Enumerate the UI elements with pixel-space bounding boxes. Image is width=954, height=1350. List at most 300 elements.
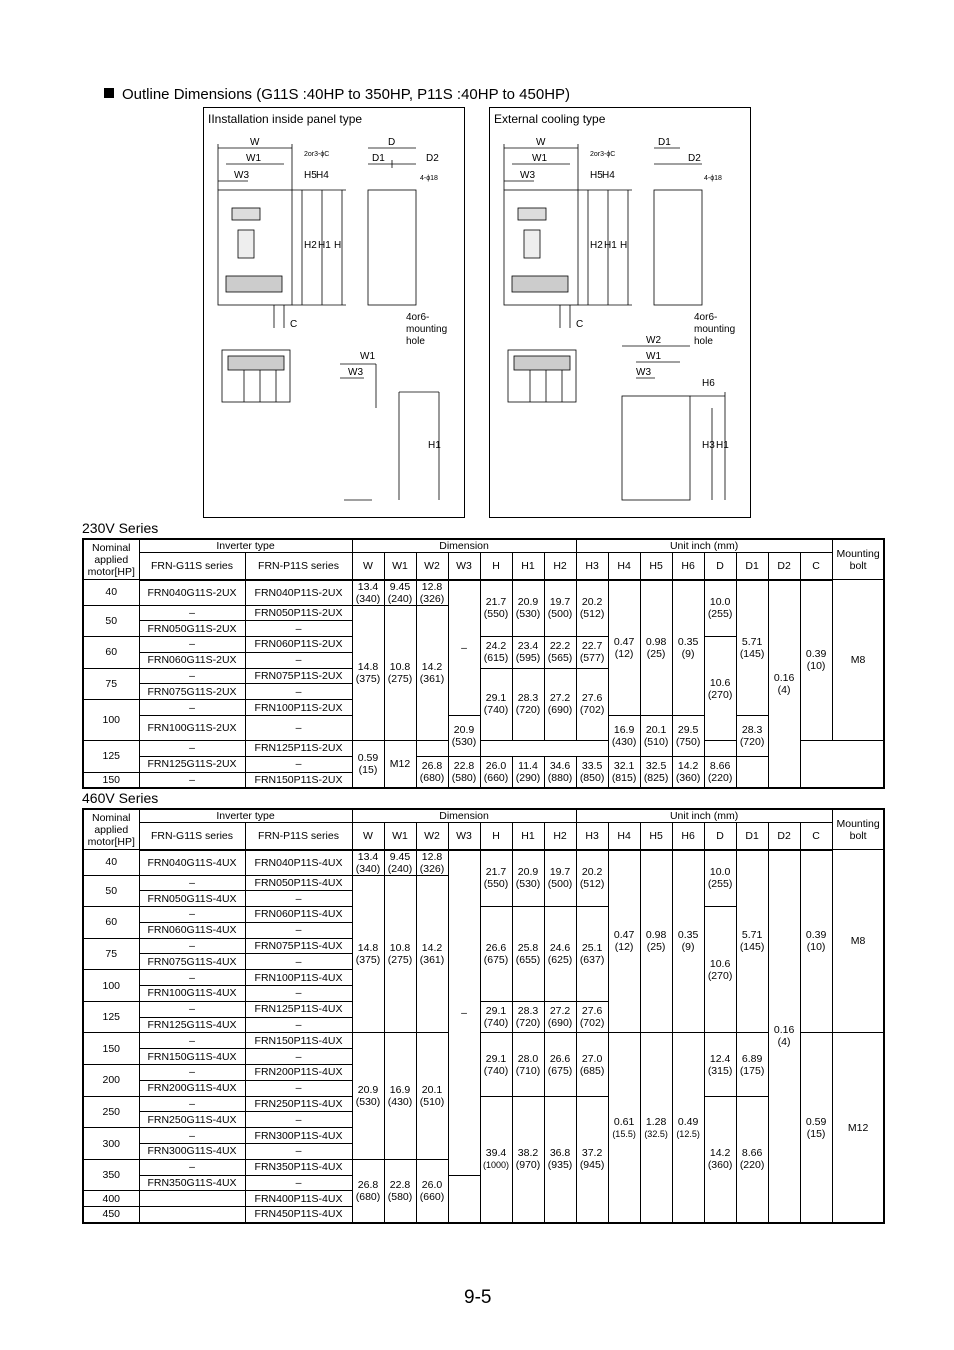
cell-line: 0.47 [613,635,635,648]
dim-cell-bolt: M12 [384,741,416,788]
dim-w1: W1 [532,153,547,164]
cell-line: (15) [806,1127,826,1140]
dim-cell-h3 [576,668,608,740]
dim-cell-h [480,850,512,907]
cell-line: (595) [515,652,541,665]
cell-line: (326) [419,862,445,875]
cell-line: (500) [547,608,573,621]
cell-line: (580) [451,771,477,784]
col-header-w1: W1 [384,823,416,850]
dimension-header: Dimension [352,539,576,553]
cell-line: 20.9 [517,866,539,879]
hp-cell: 400 [83,1191,139,1207]
cell-line: (145) [739,941,765,954]
dim-cell-w1 [384,1033,416,1159]
mounting-bolt-header [832,539,884,580]
cell-line: 24.6 [549,941,571,954]
dim-cell-w2 [480,756,512,788]
dim-h1: H1 [604,240,617,251]
cell-line: (510) [419,1096,445,1109]
g11s-model-cell: FRN060G11S-2UX [139,652,245,668]
col-header-w: W [352,823,384,850]
hp-cell: 125 [83,1001,139,1033]
cell-line: 27.6 [581,692,603,705]
p11s-model-cell: FRN040P11S-4UX [245,850,352,876]
cell-line: (290) [515,771,541,784]
cell-line: 0.16 [773,671,795,684]
cell-line: 39.4 [485,1147,507,1160]
cell-line: (430) [611,735,637,748]
dim-cell-w3: – [448,580,480,716]
p11s-model-cell: – [245,922,352,938]
p11s-model-cell: FRN100P11S-2UX [245,700,352,716]
g11s-model-cell: – [139,1096,245,1112]
cell-line: (580) [387,1190,413,1203]
g11s-model-cell: FRN050G11S-4UX [139,891,245,907]
cell-line: 19.7 [549,866,571,879]
cell-line: 20.2 [581,596,603,609]
dim-cell-d [704,1096,736,1222]
cell-line: 26.0 [485,759,507,772]
mounting-bolt-header [832,809,884,850]
section-title-text: Outline Dimensions (G11S :40HP to 350HP, P11S :40HP to 450HP) [122,86,571,103]
dim-cell-d [704,850,736,907]
dim-h4: H4 [316,170,329,181]
p11s-model-cell: – [245,954,352,970]
dim-cell-h3 [576,1096,608,1222]
cell-line: (32.5) [644,1128,668,1139]
col-header-w: W [352,553,384,580]
dim-cell-d [704,637,736,741]
dim-h1: H1 [318,240,331,251]
g11s-model-cell: FRN100G11S-2UX [139,716,245,741]
dim-cell-bolt: M12 [832,1033,884,1223]
cell-line: (675) [547,1064,573,1077]
cell-line: (637) [579,953,605,966]
cell-line: (12.5) [676,1128,700,1139]
cell-line: 36.8 [549,1147,571,1160]
dim-cell-w1 [384,850,416,876]
hp-cell: 40 [83,580,139,606]
mount-label-3: hole [406,336,425,347]
col-header-h5: H5 [640,553,672,580]
hp-cell: 75 [83,668,139,700]
dim-w3-cut: W3 [636,367,651,378]
p11s-model-cell: – [245,716,352,741]
cell-line: (500) [547,878,573,891]
dim-cell-w [448,716,480,757]
g11s-model-cell: FRN125G11S-2UX [139,756,245,772]
dim-cell-d1 [736,1033,768,1096]
dim-cell-w3: – [448,850,480,1176]
cell-line: 21.7 [485,596,507,609]
side-view-outline [654,190,702,305]
cell-line: 14.2 [677,759,699,772]
dim-w: W [250,137,260,148]
cell-line: (240) [387,862,413,875]
cell-line: bolt [849,559,867,572]
dim-d1: D1 [658,137,671,148]
installation-diagram-panel [203,107,465,518]
dim-cell-h [480,668,512,740]
cell-line: (270) [707,969,733,982]
hole-18-label: 4-ϕ18 [704,175,722,182]
cell-line: (740) [483,704,509,717]
dim-cell-h1 [512,637,544,669]
dim-cell-h [480,907,512,1002]
series-230-label: 230V Series [82,520,159,536]
col-header-d2: D2 [768,823,800,850]
dim-h5: H5 [304,170,317,181]
cell-line: (530) [355,1096,381,1109]
cell-line: (15.5) [612,1128,636,1139]
dim-d2: D2 [426,153,439,164]
inverter-type-header: Inverter type [139,539,352,553]
nominal-header [83,539,139,580]
cell-line: 14.8 [357,941,379,954]
g11s-model-cell: – [139,1128,245,1144]
cell-line: (175) [739,1064,765,1077]
hp-cell: 150 [83,772,139,788]
p11s-model-cell: FRN400P11S-4UX [245,1191,352,1207]
display [238,230,254,258]
cell-line: (255) [707,878,733,891]
p11s-model-cell: FRN350P11S-4UX [245,1159,352,1175]
cell-line: 1.28 [645,1115,667,1128]
dim-cell-h2 [544,580,576,637]
cell-line: (660) [419,1190,445,1203]
cell-line: (10) [806,660,826,673]
cell-line: 33.5 [581,759,603,772]
col-header-h1: H1 [512,553,544,580]
cell-line: 12.4 [709,1052,731,1065]
dim-cell-w2 [416,850,448,876]
cell-line: (935) [547,1159,573,1172]
dim-cell-h3 [576,637,608,669]
cell-line: (680) [419,771,445,784]
cell-line: 22.8 [453,759,475,772]
cell-line: 25.1 [581,941,603,954]
dim-cell-w2 [416,875,448,1033]
col-header-w2: W2 [416,823,448,850]
cell-line: (270) [707,688,733,701]
mount-label-3: hole [694,336,713,347]
cell-line: (690) [547,704,573,717]
cell-line: 10.0 [709,866,731,879]
dim-c: C [290,319,298,330]
col-header-d1: D1 [736,553,768,580]
dim-cell-h2 [544,1096,576,1222]
p11s-model-cell: – [245,986,352,1002]
dim-w: W [536,137,546,148]
dim-cell-h3 [576,580,608,637]
cell-line: (25) [646,647,666,660]
cell-line: (880) [547,771,573,784]
g11s-model-cell: FRN040G11S-4UX [139,850,245,876]
cell-line: 32.1 [613,759,635,772]
hole-c-label: 2or3-ϕC [304,151,330,158]
g11s-model-cell: – [139,637,245,653]
external-cooling-diagram-panel [489,107,751,518]
cell-line: 0.39 [805,929,827,942]
p11s-model-cell: – [245,684,352,700]
col-header-d: D [704,553,736,580]
dim-cell-d1 [736,1096,768,1222]
g11s-model-cell: FRN200G11S-4UX [139,1080,245,1096]
cell-line: 16.9 [389,1084,411,1097]
cell-line: 11.4 [518,759,538,772]
col-header-d2: D2 [768,553,800,580]
cell-line: (12) [614,647,634,660]
cell-line: 24.2 [485,640,507,653]
external-drawing [490,108,752,519]
cell-line: (680) [355,1190,381,1203]
p11s-model-cell: FRN150P11S-2UX [245,772,352,788]
cell-line: (685) [579,1064,605,1077]
cell-line: (240) [387,592,413,605]
col-header-h6: H6 [672,823,704,850]
cell-line: 22.2 [549,640,571,653]
g11s-model-cell: – [139,1001,245,1017]
cell-line: (970) [515,1159,541,1172]
unit-header: Unit inch (mm) [576,539,832,553]
dimension-table-230v [82,538,885,789]
p11s-model-cell: FRN060P11S-2UX [245,637,352,653]
dim-cell-h [480,637,512,669]
cell-line: 26.8 [357,1178,379,1191]
p11s-model-cell: FRN050P11S-4UX [245,875,352,891]
cell-line: Mounting [836,547,880,560]
dim-cell-h6 [672,580,704,716]
cell-line: (340) [355,592,381,605]
cell-line: 23.4 [517,640,539,653]
dim-cell-h2 [544,1001,576,1033]
side-view-outline [368,190,416,305]
hp-cell: 250 [83,1096,139,1128]
cell-line: 10.8 [389,941,411,954]
cell-line: (625) [547,953,573,966]
cell-line: (512) [579,608,605,621]
hp-cell: 300 [83,1128,139,1160]
cell-line: (850) [579,771,605,784]
cell-line: 14.2 [421,941,443,954]
cell-line: (361) [419,672,445,685]
col-header-d: D [704,823,736,850]
p11s-model-cell: FRN250P11S-4UX [245,1096,352,1112]
dim-cell-w [352,850,384,876]
cell-line: 0.59 [357,752,379,765]
dim-cell-w [352,605,384,741]
g11s-model-cell: FRN350G11S-4UX [139,1175,245,1191]
p11s-model-cell: FRN125P11S-4UX [245,1001,352,1017]
cell-line: 19.7 [549,596,571,609]
cell-line: (4) [777,1036,791,1049]
dim-cell-d [672,756,704,788]
g11s-model-cell: FRN150G11S-4UX [139,1049,245,1065]
dim-cell-h2 [544,668,576,740]
dim-cell-h [544,756,576,788]
p11s-model-cell: FRN150P11S-4UX [245,1033,352,1049]
cell-line: 29.1 [485,1052,507,1065]
keypad [232,208,260,220]
table-row [83,1096,884,1112]
p11s-model-cell: – [245,1017,352,1033]
hp-cell: 50 [83,605,139,637]
cell-line: 10.8 [389,660,411,673]
p11s-model-cell: FRN450P11S-4UX [245,1207,352,1223]
dim-cell-h1 [512,580,544,637]
nameplate [226,276,282,292]
cell-line: (530) [515,878,541,891]
cell-line: 20.9 [357,1084,379,1097]
dim-w3: W3 [520,170,535,181]
dim-cell-w1 [448,756,480,788]
dim-cell-w1 [384,580,416,606]
dim-cell-h3 [576,907,608,1002]
cell-line: 22.8 [389,1178,411,1191]
dim-cell-d2 [768,850,800,1223]
dim-c: C [576,319,584,330]
g11s-model-cell: FRN050G11S-2UX [139,621,245,637]
g11s-model-cell: – [139,1033,245,1049]
dim-cell-w2 [416,580,448,606]
cell-line: 0.39 [805,648,827,661]
p11s-model-cell: FRN040P11S-2UX [245,580,352,606]
dim-cell-w [352,875,384,1033]
cell-line: 0.35 [677,929,699,942]
cell-line: (360) [707,1159,733,1172]
dimension-header: Dimension [352,809,576,823]
g11s-model-cell: – [139,970,245,986]
cell-line: 28.0 [517,1052,539,1065]
cell-line: 25.8 [517,941,539,954]
cell-line: 0.98 [645,635,667,648]
cell-line: 5.71 [741,635,763,648]
cell-line: 29.5 [677,723,699,736]
table-row [83,1033,884,1049]
p11s-model-cell: – [245,756,352,772]
g11s-model-cell: – [139,668,245,684]
cell-line: (720) [739,735,765,748]
dim-cell-d1 [736,850,768,1033]
cell-line: 13.4 [357,850,379,863]
cell-line: (275) [387,672,413,685]
col-header-h4: H4 [608,553,640,580]
dim-w2: W2 [646,335,661,346]
table-row [83,850,884,876]
g11s-model-cell: FRN040G11S-2UX [139,580,245,606]
cell-line: 14.2 [421,660,443,673]
p11s-model-cell: FRN200P11S-4UX [245,1065,352,1081]
dim-cell-h [480,580,512,637]
g11s-model-cell [139,1191,245,1207]
dimension-table-460v [82,808,885,1224]
dim-cell-h1 [512,1001,544,1033]
hp-cell: 75 [83,938,139,970]
dim-d: D [388,137,396,148]
dim-cell-w2 [416,1159,448,1222]
dim-cell-d [704,580,736,637]
p11s-model-cell: – [245,891,352,907]
cell-line: (9) [681,941,695,954]
p11s-model-cell: FRN100P11S-4UX [245,970,352,986]
cell-line: 0.49 [677,1115,699,1128]
cell-line: 27.0 [581,1052,603,1065]
cell-line: (10) [806,941,826,954]
cell-line: (615) [483,652,509,665]
cell-line: 27.6 [581,1005,603,1018]
cell-line: (550) [483,878,509,891]
dim-cell-w3 [512,756,544,788]
g11s-model-cell: – [139,772,245,788]
col-header-h3: H3 [576,553,608,580]
cell-line: 37.2 [581,1147,603,1160]
cell-line: (12) [614,941,634,954]
col-header-w3: W3 [448,823,480,850]
dim-h1-cut: H1 [428,440,441,451]
p11s-model-cell: – [245,1080,352,1096]
dim-cell-h1 [512,1096,544,1222]
cell-line: (512) [579,878,605,891]
table-row [83,580,884,606]
cell-line: 26.8 [421,759,443,772]
cell-line: 10.6 [709,676,731,689]
cell-line: (550) [483,608,509,621]
col-header-w3: W3 [448,553,480,580]
page-number: 9-5 [464,1287,492,1308]
col-header-w2: W2 [416,553,448,580]
cell-line: (655) [515,953,541,966]
g11s-model-cell: FRN100G11S-4UX [139,986,245,1002]
col-header-d1: D1 [736,823,768,850]
col-header-h2: H2 [544,553,576,580]
p11s-model-cell: FRN300P11S-4UX [245,1128,352,1144]
cell-line: (710) [515,1064,541,1077]
nominal-header [83,809,139,850]
cell-line: (815) [611,771,637,784]
dim-cell-w [416,756,448,788]
p11s-model-cell: FRN060P11S-4UX [245,907,352,923]
g11s-model-cell [139,1207,245,1223]
dim-cell-w2 [416,1033,448,1159]
cell-line: 0.98 [645,929,667,942]
dim-w3-cut: W3 [348,367,363,378]
cell-line: (275) [387,953,413,966]
cell-line: 6.89 [741,1052,763,1065]
cell-line: 38.2 [517,1147,539,1160]
cell-line: 21.7 [485,866,507,879]
dim-cell-bolt: M8 [832,580,884,741]
dim-d2: D2 [688,153,701,164]
dim-cell-w1 [384,875,416,1033]
cell-line: 0.59 [805,1115,827,1128]
cell-line: (326) [419,592,445,605]
cell-line: 22.7 [581,640,603,653]
hp-cell: 100 [83,970,139,1002]
cell-line: (565) [547,652,573,665]
dim-cell-h [480,1033,512,1096]
cell-line: (315) [707,1064,733,1077]
cell-line: 0.47 [613,929,635,942]
col-header-c: C [800,553,832,580]
dim-cell-h5 [640,580,672,716]
cell-line: (375) [355,953,381,966]
dim-cell-h3 [576,1033,608,1096]
cell-line: 5.71 [741,929,763,942]
g11s-model-cell: – [139,875,245,891]
hole-18-label: 4-ϕ18 [420,175,438,182]
cell-line: applied [94,553,129,566]
